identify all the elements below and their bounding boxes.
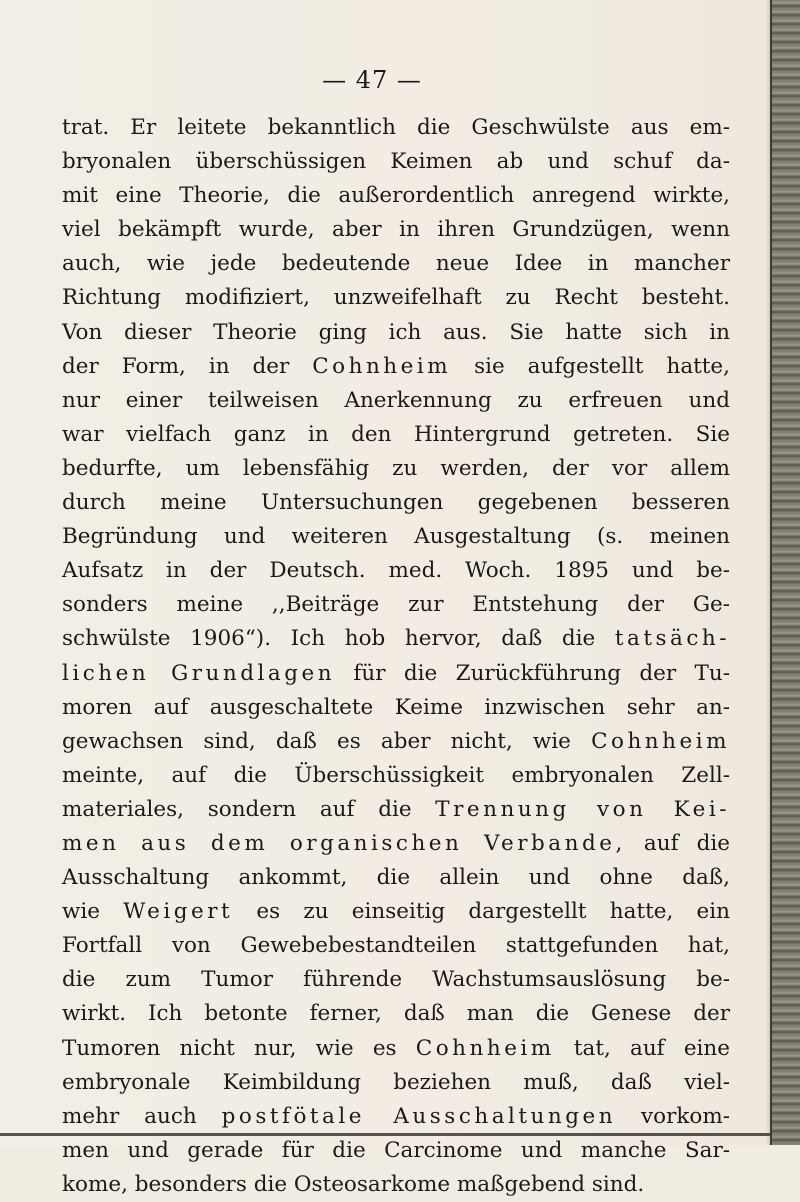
text-segment: moren auf ausgeschaltete Keime inzwischen sehr an-: [62, 694, 730, 720]
text-line: [62, 622, 730, 656]
text-segment: bryonalen überschüssigen Keimen ab und schuf da-: [62, 149, 730, 175]
text-segment: Richtung modifiziert, unzweifelhaft zu Recht besteht.: [62, 285, 730, 311]
text-segment: auf die: [625, 830, 730, 856]
text-segment: Begründung und weiteren Ausgestaltung (s. meinen: [62, 524, 730, 550]
text-line: [62, 281, 730, 315]
text-line: [62, 247, 730, 281]
text-segment: die zum Tumor führende Wachstumsauslösung be-: [62, 967, 730, 993]
text-line: [62, 1032, 730, 1066]
text-segment: men und gerade für die Carcinome und manche Sar-: [62, 1137, 730, 1163]
text-segment: mehr auch: [62, 1103, 222, 1129]
emphasized-text: Trennung von Kei-: [435, 796, 730, 822]
text-line: [62, 384, 730, 418]
text-line: [62, 1100, 730, 1134]
text-segment: materiales, sondern auf die: [62, 796, 436, 822]
text-line: [62, 213, 730, 247]
emphasized-text: Weigert: [123, 899, 234, 925]
text-segment: Aufsatz in der Deutsch. med. Woch. 1895 und be-: [62, 558, 730, 584]
text-line: [62, 145, 730, 179]
text-segment: viel bekämpft wurde, aber in ihren Grundzügen, wenn: [62, 217, 730, 243]
text-segment: der Form, in der: [62, 353, 313, 379]
text-line: [62, 350, 730, 384]
text-line: [62, 1168, 730, 1202]
text-segment: wie: [62, 899, 124, 925]
text-segment: auch, wie jede bedeutende neue Idee in mancher: [62, 251, 730, 277]
text-line: [62, 486, 730, 520]
text-segment: sonders meine ,,Beiträge zur Entstehung der Ge-: [62, 592, 730, 618]
text-line: [62, 418, 730, 452]
text-segment: sie aufgestellt hatte,: [451, 353, 730, 379]
text-line: [62, 929, 730, 963]
text-segment: Ausschaltung ankommt, die allein und ohne daß,: [62, 865, 730, 891]
text-line: [62, 725, 730, 759]
text-segment: war vielfach ganz in den Hintergrund getreten. Sie: [62, 421, 730, 447]
emphasized-text: Cohnheim: [415, 1035, 555, 1061]
text-line: [62, 111, 730, 145]
text-segment: embryonale Keimbildung beziehen muß, daß viel-: [62, 1069, 730, 1095]
text-line: [62, 588, 730, 622]
text-segment: es zu einseitig dargestellt hatte, ein: [233, 899, 730, 925]
page-bottom-edge: [0, 1133, 772, 1136]
text-line: [62, 963, 730, 997]
text-line: [62, 691, 730, 725]
text-segment: kome, besonders die Osteosarkome maßgebend sind.: [62, 1171, 645, 1197]
text-line: [62, 1066, 730, 1100]
text-line: [62, 554, 730, 588]
text-segment: für die Zurückführung der Tu-: [335, 660, 731, 686]
text-line: [62, 316, 730, 350]
text-line: [62, 827, 730, 861]
emphasized-text: lichen Grundlagen: [62, 660, 336, 686]
emphasized-text: Cohnheim: [312, 353, 452, 379]
text-line: [62, 895, 730, 929]
text-line: [62, 452, 730, 486]
text-segment: Von dieser Theorie ging ich aus. Sie hatte sich in: [62, 319, 730, 345]
text-segment: trat. Er leitete bekanntlich die Geschwülste aus em-: [62, 115, 730, 140]
text-segment: meinte, auf die Überschüssigkeit embryonalen Zell-: [62, 762, 730, 788]
text-segment: Fortfall von Gewebebestandteilen stattgefunden hat,: [62, 933, 730, 959]
text-line: [62, 520, 730, 554]
text-segment: durch meine Untersuchungen gegebenen besseren: [62, 490, 730, 516]
text-segment: nur einer teilweisen Anerkennung zu erfreuen und: [62, 387, 730, 413]
text-segment: mit eine Theorie, die außerordentlich anregend wirkte,: [62, 183, 730, 209]
text-line: [62, 861, 730, 895]
text-line: [62, 179, 730, 213]
page-number: — 47 —: [322, 66, 422, 94]
text-segment: wirkt. Ich betonte ferner, daß man die Genese der: [62, 1001, 730, 1027]
text-segment: schwülste 1906“). Ich hob hervor, daß die: [62, 626, 615, 652]
text-segment: vorkom-: [616, 1103, 730, 1129]
text-line: [62, 997, 730, 1031]
text-line: [62, 793, 730, 827]
book-binding-edge: [770, 0, 800, 1145]
emphasized-text: tatsäch-: [614, 626, 730, 652]
emphasized-text: Cohnheim: [591, 728, 730, 754]
text-line: [62, 759, 730, 793]
text-line: [62, 657, 730, 691]
emphasized-text: men aus dem organischen Verbande,: [62, 830, 626, 856]
text-segment: gewachsen sind, daß es aber nicht, wie: [62, 728, 592, 754]
body-text: [62, 111, 730, 1202]
text-segment: tat, auf eine: [554, 1035, 730, 1061]
text-line: [62, 1134, 730, 1168]
text-segment: Tumoren nicht nur, wie es: [62, 1035, 416, 1061]
emphasized-text: postfötale Ausschaltungen: [221, 1103, 617, 1129]
text-segment: bedurfte, um lebensfähig zu werden, der vor allem: [62, 455, 730, 481]
